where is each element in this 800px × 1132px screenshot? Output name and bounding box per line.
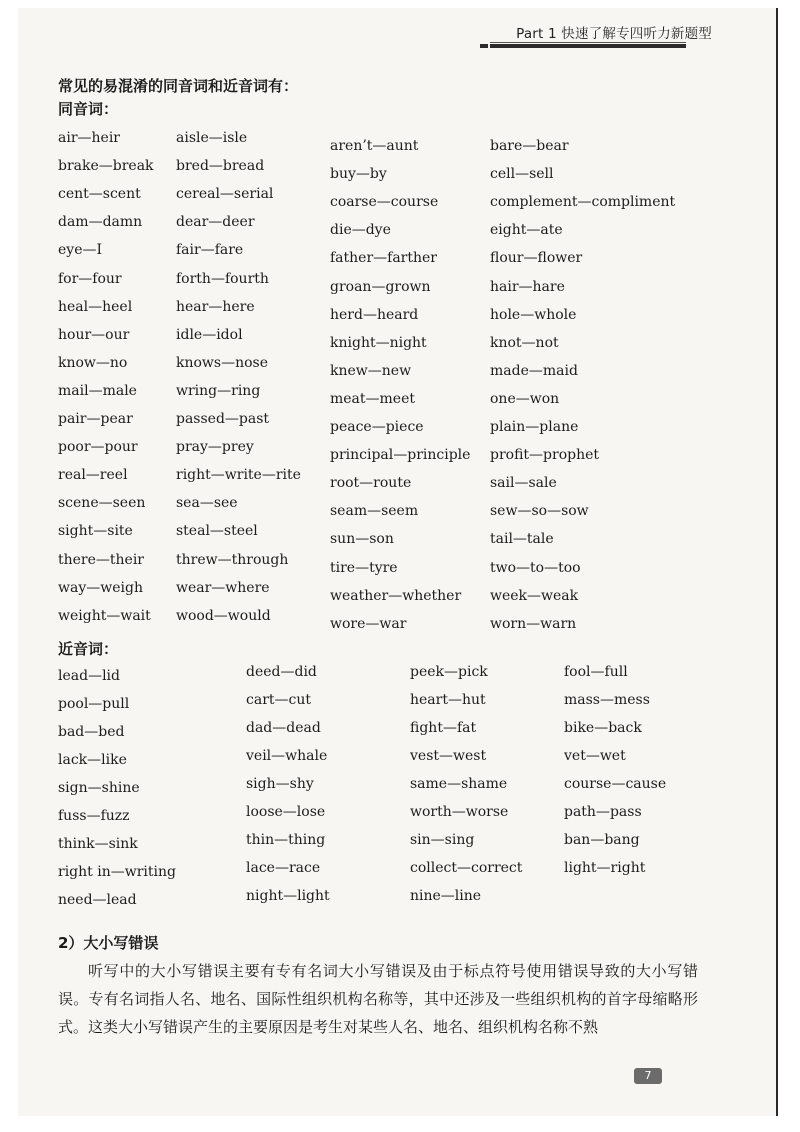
homophone-pair-c3-r18: wore—war <box>330 615 407 632</box>
near-homophone-pair-c4-r5: course—cause <box>564 776 667 792</box>
near-homophone-pair-c2-r2: cart—cut <box>246 692 311 708</box>
homophone-pair-c1-r4: dam—damn <box>58 214 143 231</box>
homophone-pair-c2-r3: cereal—serial <box>176 186 274 203</box>
near-homophone-pair-c4-r8: light—right <box>564 860 646 876</box>
homophone-pair-c3-r4: die—dye <box>330 222 391 239</box>
homophone-pair-c3-r16: tire—tyre <box>330 559 398 576</box>
homophone-pair-c4-r1: bare—bear <box>490 138 569 154</box>
homophone-pair-c2-r14: sea—see <box>176 495 238 512</box>
homophone-pair-c2-r2: bred—bread <box>176 158 265 175</box>
homophone-pair-c4-r17: week—weak <box>490 587 579 604</box>
homophone-pair-c4-r18: worn—warn <box>490 615 577 632</box>
near-homophone-pair-c3-r5: same—shame <box>410 776 508 792</box>
near-homophone-pair-c3-r8: collect—correct <box>410 860 523 876</box>
section-paragraph: 听写中的大小写错误主要有专有名词大小写错误及由于标点符号使用错误导致的大小写错误。专有名词指人名、地名、国际性组织机构名称等，其中还涉及一些组织机构的首字母缩略形式。这类大小写错误产生的主要原因是考生对某些人名、地名、组织机构名称不熟 <box>58 962 698 1036</box>
near-homophone-pair-c3-r6: worth—worse <box>410 804 509 820</box>
homophone-pair-c2-r5: fair—fare <box>176 242 244 259</box>
near-homophone-pair-c1-r2: pool—pull <box>58 696 130 712</box>
near-homophone-pair-c4-r3: bike—back <box>564 720 642 736</box>
near-homophone-pair-c3-r4: vest—west <box>410 748 487 764</box>
homophone-pair-c2-r17: wear—where <box>176 579 270 596</box>
homophone-pair-c4-r16: two—to—too <box>490 559 581 576</box>
homophone-pair-c2-r18: wood—would <box>176 607 271 624</box>
homophone-pair-c4-r12: profit—prophet <box>490 447 600 464</box>
homophone-pair-c1-r9: know—no <box>58 354 128 371</box>
homophone-pair-c1-r10: mail—male <box>58 382 137 399</box>
homophone-pair-c3-r17: weather—whether <box>330 587 462 604</box>
near-homophone-pair-c1-r5: sign—shine <box>58 780 140 796</box>
near-homophone-pair-c2-r3: dad—dead <box>246 720 321 736</box>
homophone-pair-c1-r8: hour—our <box>58 326 130 343</box>
section-title: 2）大小写错误 <box>58 934 159 952</box>
homophone-pair-c3-r14: seam—seem <box>330 503 419 520</box>
homophone-pair-c1-r18: weight—wait <box>58 607 151 624</box>
homophone-pair-c4-r11: plain—plane <box>490 419 579 435</box>
homophone-pair-c4-r8: knot—not <box>490 334 559 351</box>
near-homophone-pair-c2-r6: loose—lose <box>246 804 326 820</box>
homophone-pair-c2-r10: wring—ring <box>176 382 261 399</box>
near-homophone-pair-c1-r9: need—lead <box>58 892 137 908</box>
near-homophone-pair-c1-r8: right in—writing <box>58 864 176 880</box>
near-homophone-pair-c1-r7: think—sink <box>58 836 138 852</box>
homophone-pair-c1-r15: sight—site <box>58 523 133 540</box>
homophone-pair-c1-r16: there—their <box>58 551 145 568</box>
homophone-pair-c2-r12: pray—prey <box>176 439 254 456</box>
homophone-pair-c1-r6: for—four <box>58 270 122 287</box>
near-homophone-pair-c2-r5: sigh—shy <box>246 776 314 792</box>
homophone-pair-c3-r3: coarse—course <box>330 194 439 211</box>
near-homophone-pair-c3-r9: nine—line <box>410 888 482 904</box>
homophone-pair-c3-r6: groan—grown <box>330 278 431 295</box>
homophone-pair-c4-r15: tail—tale <box>490 531 554 548</box>
homophone-pair-c1-r7: heal—heel <box>58 298 133 315</box>
homophone-pair-c2-r6: forth—fourth <box>176 270 269 287</box>
homophone-pair-c1-r17: way—weigh <box>58 579 143 596</box>
homophone-pair-c4-r4: eight—ate <box>490 222 563 239</box>
homophone-pair-c3-r12: principal—principle <box>330 447 471 464</box>
header-rule-thin <box>490 42 686 43</box>
homophone-pair-c4-r6: hair—hare <box>490 278 565 295</box>
homophone-pair-c4-r2: cell—sell <box>490 166 554 183</box>
near-homophone-pair-c3-r7: sin—sing <box>410 832 475 848</box>
near-homophone-pair-c3-r2: heart—hut <box>410 692 486 708</box>
homophone-pair-c2-r11: passed—past <box>176 411 270 427</box>
homophone-pair-c4-r7: hole—whole <box>490 306 577 323</box>
homophone-pair-c1-r3: cent—scent <box>58 186 141 203</box>
near-homophone-pair-c3-r3: fight—fat <box>410 720 477 736</box>
near-homophones-label: 近音词： <box>58 640 119 658</box>
homophone-pair-c1-r11: pair—pear <box>58 411 133 427</box>
near-homophone-pair-c2-r8: lace—race <box>246 860 321 876</box>
homophone-pair-c3-r7: herd—heard <box>330 306 419 323</box>
homophones-label: 同音词： <box>58 100 119 118</box>
homophone-pair-c4-r10: one—won <box>490 390 560 407</box>
near-homophone-pair-c4-r1: fool—full <box>564 664 628 680</box>
near-homophone-pair-c4-r7: ban—bang <box>564 832 640 848</box>
homophone-pair-c1-r2: brake—break <box>58 158 154 175</box>
homophone-pair-c2-r9: knows—nose <box>176 354 269 371</box>
near-homophone-pair-c4-r6: path—pass <box>564 804 642 820</box>
homophone-pair-c3-r1: aren’t—aunt <box>330 138 419 154</box>
header-rule-thick <box>490 44 686 48</box>
homophone-pair-c4-r5: flour—flower <box>490 250 583 267</box>
homophone-pair-c1-r13: real—reel <box>58 467 128 484</box>
homophone-pair-c1-r1: air—heir <box>58 130 120 146</box>
near-homophone-pair-c1-r6: fuss—fuzz <box>58 808 130 824</box>
homophone-pair-c3-r2: buy—by <box>330 166 387 183</box>
homophone-pair-c3-r5: father—farther <box>330 250 437 267</box>
near-homophone-pair-c2-r1: deed—did <box>246 664 317 680</box>
homophone-pair-c4-r13: sail—sale <box>490 475 557 492</box>
homophone-pair-c4-r3: complement—compliment <box>490 194 676 211</box>
homophone-pair-c3-r8: knight—night <box>330 334 427 351</box>
homophone-pair-c3-r15: sun—son <box>330 531 394 548</box>
homophone-pair-c2-r4: dear—deer <box>176 214 255 231</box>
homophone-pair-c1-r12: poor—pour <box>58 439 138 456</box>
homophone-pair-c2-r15: steal—steel <box>176 523 258 540</box>
near-homophone-pair-c4-r2: mass—mess <box>564 692 650 708</box>
homophone-pair-c4-r9: made—maid <box>490 362 578 379</box>
homophone-pair-c3-r13: root—route <box>330 475 412 492</box>
near-homophone-pair-c1-r4: lack—like <box>58 752 127 768</box>
homophone-pair-c2-r7: hear—here <box>176 298 255 315</box>
running-header: Part 1 快速了解专四听力新题型 <box>516 26 712 42</box>
header-rule-dash <box>480 44 488 48</box>
homophone-pair-c3-r9: knew—new <box>330 362 412 379</box>
page-number: 7 <box>634 1068 662 1084</box>
near-homophone-pair-c2-r4: veil—whale <box>246 748 328 764</box>
near-homophone-pair-c2-r7: thin—thing <box>246 832 326 848</box>
near-homophone-pair-c2-r9: night—light <box>246 888 330 904</box>
homophone-pair-c2-r13: right—write—rite <box>176 467 301 484</box>
homophone-pair-c2-r1: aisle—isle <box>176 130 248 146</box>
homophone-pair-c1-r5: eye—I <box>58 242 103 259</box>
homophone-pair-c3-r11: peace—piece <box>330 419 424 435</box>
near-homophone-pair-c1-r1: lead—lid <box>58 668 120 684</box>
near-homophone-pair-c4-r4: vet—wet <box>564 748 626 764</box>
intro-line: 常见的易混淆的同音词和近音词有： <box>58 77 299 95</box>
homophone-pair-c4-r14: sew—so—sow <box>490 503 589 520</box>
homophone-pair-c1-r14: scene—seen <box>58 495 146 512</box>
near-homophone-pair-c1-r3: bad—bed <box>58 724 125 740</box>
homophone-pair-c3-r10: meat—meet <box>330 390 416 407</box>
near-homophone-pair-c3-r1: peek—pick <box>410 664 488 680</box>
homophone-pair-c2-r16: threw—through <box>176 551 289 568</box>
homophone-pair-c2-r8: idle—idol <box>176 326 243 343</box>
